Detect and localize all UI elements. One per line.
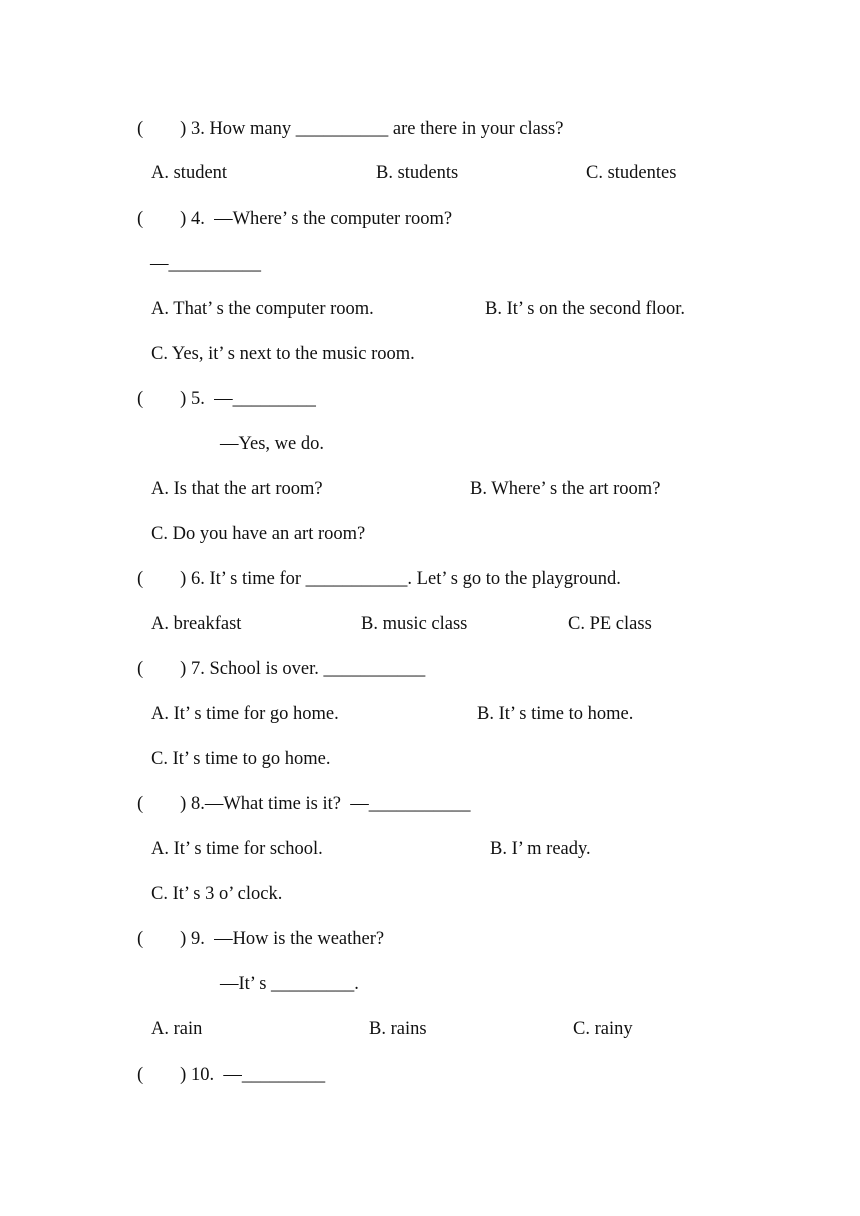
question-3-option-a: A. student	[151, 163, 228, 183]
question-7-stem: ( ) 7. School is over. ___________	[137, 659, 426, 679]
question-4-options	[0, 298, 860, 320]
question-5-option-c: C. Do you have an art room?	[151, 524, 366, 544]
question-10-stem: ( ) 10. —_________	[137, 1065, 326, 1085]
question-7-option-c: C. It’ s time to go home.	[151, 749, 331, 769]
question-6-stem: ( ) 6. It’ s time for ___________. Let’ s go to the playground.	[137, 569, 621, 589]
question-7-options	[0, 703, 860, 725]
question-9-stem: ( ) 9. —How is the weather?	[137, 929, 385, 949]
question-5-options	[0, 478, 860, 500]
question-8-stem: ( ) 8.—What time is it? —___________	[137, 794, 471, 814]
question-3-option-b: B. students	[376, 163, 459, 183]
question-4-option-b: B. It’ s on the second floor.	[485, 299, 686, 319]
question-7-option-b: B. It’ s time to home.	[477, 704, 634, 724]
question-3-stem: ( ) 3. How many __________ are there in your class?	[137, 119, 564, 139]
question-9-option-b: B. rains	[369, 1019, 427, 1039]
question-8-option-c: C. It’ s 3 o’ clock.	[151, 884, 283, 904]
question-9-reply: —It’ s _________.	[220, 974, 359, 994]
question-8-option-a: A. It’ s time for school.	[151, 839, 323, 859]
question-7-option-a: A. It’ s time for go home.	[151, 704, 339, 724]
question-5-option-a: A. Is that the art room?	[151, 479, 323, 499]
question-8-option-b: B. I’ m ready.	[490, 839, 591, 859]
question-6-option-c: C. PE class	[568, 614, 652, 634]
question-3-options	[0, 162, 860, 184]
question-5-option-b: B. Where’ s the art room?	[470, 479, 661, 499]
question-5-stem: ( ) 5. —_________	[137, 389, 316, 409]
question-9-option-a: A. rain	[151, 1019, 203, 1039]
question-9-options	[0, 1018, 860, 1040]
question-9-option-c: C. rainy	[573, 1019, 633, 1039]
question-5-reply: —Yes, we do.	[220, 434, 324, 454]
question-4-stem: ( ) 4. —Where’ s the computer room?	[137, 209, 453, 229]
question-8-options	[0, 838, 860, 860]
question-4-reply: —__________	[150, 254, 261, 274]
question-3-option-c: C. studentes	[586, 163, 677, 183]
question-4-option-a: A. That’ s the computer room.	[151, 299, 374, 319]
question-6-options	[0, 613, 860, 635]
question-6-option-a: A. breakfast	[151, 614, 242, 634]
question-4-option-c: C. Yes, it’ s next to the music room.	[151, 344, 415, 364]
question-6-option-b: B. music class	[361, 614, 468, 634]
